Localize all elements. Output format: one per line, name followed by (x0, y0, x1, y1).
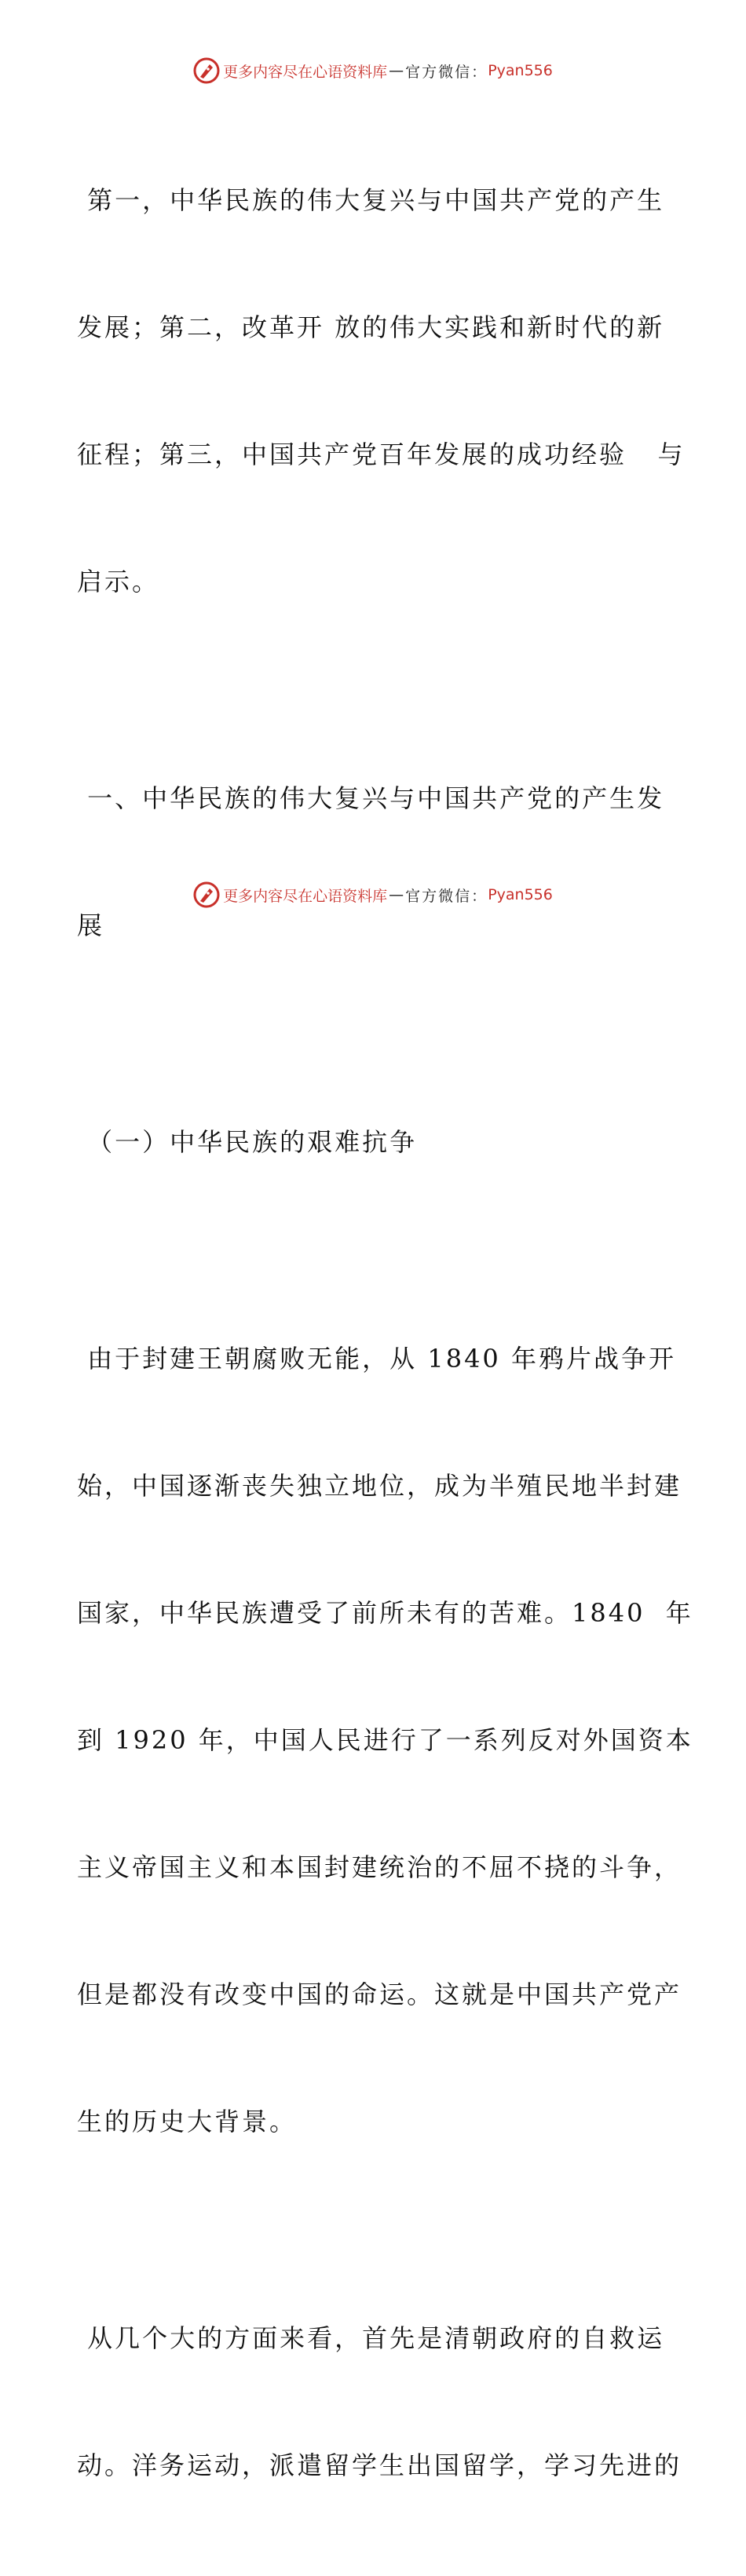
text-line: 展 (77, 910, 105, 940)
subsection-heading (77, 1036, 674, 1248)
paragraph-history (77, 1253, 693, 2228)
paragraph-intro (77, 94, 686, 688)
pen-nib-logo-icon (193, 881, 220, 908)
watermark-dash: — (389, 62, 404, 79)
text-line: 到 1920 年，中国人民进行了一系列反对外国资本 (77, 1725, 693, 1755)
pen-nib-logo-icon (193, 57, 220, 84)
text-line: 主义帝国主义和本国封建统治的不屈不挠的斗争， (77, 1852, 682, 1882)
text-line: 始，中国逐渐丧失独立地位，成为半殖民地半封建 (77, 1471, 682, 1501)
section-heading (77, 692, 674, 1031)
watermark-site: 更多内容尽在心语资料库 (223, 887, 388, 905)
watermark-wechat-id: Pyan556 (488, 62, 553, 79)
paragraph-aspects (77, 2232, 682, 2571)
text-line: 由于封建王朝腐败无能，从 1840 年鸦片战争开 (77, 1344, 676, 1374)
text-line: 生的历史大背景。 (77, 2107, 298, 2136)
text-line: 启示。 (77, 567, 160, 597)
text-line: 但是都没有改变中国的命运。这就是中国共产党产 (77, 1979, 682, 2009)
text-line: 动。洋务运动，派遣留学生出国留学，学习先进的 (77, 2450, 682, 2480)
footer-watermark (0, 879, 746, 910)
watermark-wechat-id: Pyan556 (488, 886, 553, 903)
text-line: 发展；第二，改革开 放的伟大实践和新时代的新 (77, 312, 665, 342)
watermark-wechat-label: 官方微信： (405, 63, 488, 81)
text-line: 第一，中华民族的伟大复兴与中国共产党的产生 (77, 185, 665, 215)
header-watermark (0, 55, 746, 86)
text-line: 从几个大的方面来看，首先是清朝政府的自救运 (77, 2323, 665, 2353)
watermark-site: 更多内容尽在心语资料库 (223, 63, 388, 81)
text-line: 国家，中华民族遭受了前所未有的苦难。1840 年 (77, 1598, 693, 1628)
text-line: 一、中华民族的伟大复兴与中国共产党的产生发 (77, 783, 665, 813)
text-line: （一）中华民族的艰难抗争 (77, 1127, 418, 1157)
watermark-dash: — (389, 886, 404, 903)
text-line: 征程；第三，中国共产党百年发展的成功经验 与 (77, 440, 686, 469)
watermark-wechat-label: 官方微信： (405, 887, 488, 905)
document-body (77, 94, 693, 2576)
